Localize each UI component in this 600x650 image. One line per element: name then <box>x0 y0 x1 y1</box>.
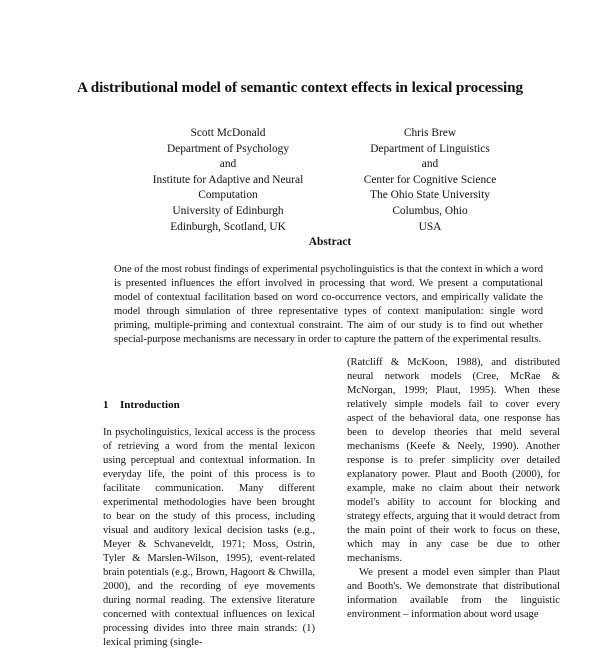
author-block-1 <box>128 126 328 235</box>
author-affiliation-line: USA <box>418 220 442 233</box>
author-affiliation-line: University of Edinburgh <box>172 204 284 217</box>
author-affiliation-line: Computation <box>198 189 258 202</box>
author-block-2 <box>330 126 530 235</box>
author-affiliation-line: Department of Psychology <box>166 142 290 155</box>
abstract-heading: Abstract <box>308 236 352 248</box>
author-affiliation-line: Center for Cognitive Science <box>363 173 497 186</box>
right-column <box>347 356 560 622</box>
body-paragraph: We present a model even simpler than Plaut and Booth's. We demonstrate that distributional information available from the linguistic environment – information about word usage <box>347 567 560 620</box>
section-heading <box>103 398 315 412</box>
body-paragraph: (Ratcliff & McKoon, 1988), and distributed neural network models (Cree, McRae & McNorgan, 1999; Plaut, 1995). When these relatively simple models fail to cover every aspect of the behavioral data, one response has been to develop theories that meld several mechanisms (Keefe & Neely, 1990). Another response is to prefer simplicity over detailed explanatory power. Plaut and Booth (2000), for example, make no claim about their network model's ability to account for blocking and strategy effects, arguing that it would detract from the main point of their work to focus on these, which may in any case be due to other mechanisms. <box>347 357 560 564</box>
author-affiliation-line: and <box>421 158 439 171</box>
author-affiliation-line: Department of Linguistics <box>370 142 490 155</box>
abstract-text: One of the most robust findings of experimental psycholinguistics is that the context in which a word is presented influences the effort involved in processing that word. We present a computational model of contextual facilitation based on word co-occurrence vectors, and empirically validate the model through simulation of three representative types of context manipulation: single word priming, multiple-priming and contextual constraint. The aim of our study is to find out whether special-purpose mechanisms are necessary in order to capture the pattern of the experimental results. <box>114 264 543 345</box>
author-affiliation-line: Columbus, Ohio <box>392 204 468 217</box>
author-affiliation-line: Edinburgh, Scotland, UK <box>170 220 286 233</box>
author-affiliation-line: The Ohio State University <box>370 189 490 202</box>
paper-title: A distributional model of semantic context effects in lexical processing <box>77 79 523 96</box>
author-name: Scott McDonald <box>190 127 266 139</box>
author-name: Chris Brew <box>403 127 457 139</box>
left-column <box>103 398 315 650</box>
section-number: 1 <box>103 399 109 411</box>
author-affiliation-line: Institute for Adaptive and Neural <box>152 173 304 186</box>
section-title: Introduction <box>120 399 180 411</box>
author-affiliation-line: and <box>219 158 237 171</box>
body-paragraph: In psycholinguistics, lexical access is the process of retrieving a word from the mental lexicon using perceptual and contextual information. In everyday life, the point of this process is to facilitate communication. Many different experimental methodologies have been brought to bear on the study of this process, including visual and auditory lexical decision tasks (e.g., Meyer & Schvaneveldt, 1971; Moss, Ostrin, Tyler & Marslen-Wilson, 1995), event-related brain potentials (e.g., Brown, Hagoort & Chwilla, 2000), and the recording of eye movements during normal reading. The extensive literature concerned with contextual influences on lexical processing divides into three main strands: (1) lexical priming (single- <box>103 427 315 648</box>
